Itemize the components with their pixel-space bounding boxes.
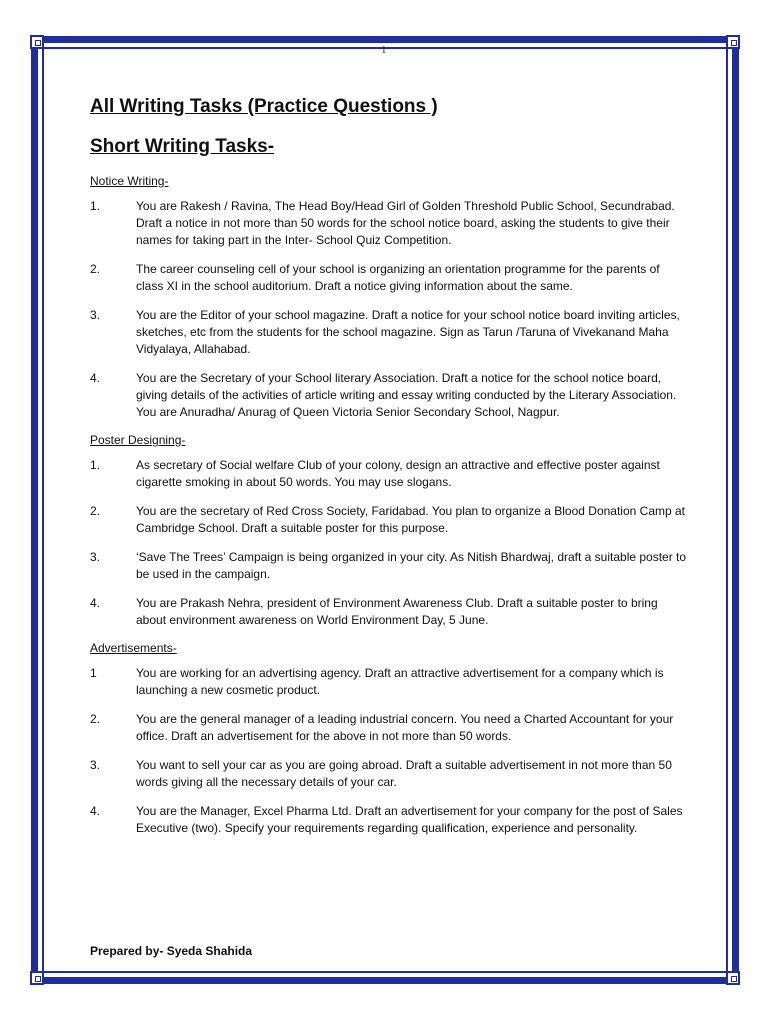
item-number: 4. xyxy=(90,371,101,385)
list-item xyxy=(90,803,690,837)
item-text: You are the secretary of Red Cross Society, Faridabad. You plan to organize a Blood Donation Camp at Cambridge School. Draft a suitable poster for this purpose. xyxy=(136,504,685,535)
item-text: The career counseling cell of your school is organizing an orientation programme for the parents of class XI in the school auditorium. Draft a notice giving information about the same. xyxy=(136,262,660,293)
border-corner-bottom-left xyxy=(30,971,44,985)
list-item xyxy=(90,370,690,421)
list-item xyxy=(90,261,690,295)
item-number: 3. xyxy=(90,308,101,322)
section-heading: Poster Designing- xyxy=(90,433,186,447)
section-heading: Advertisements- xyxy=(90,641,177,655)
list-item xyxy=(90,198,690,249)
list-item xyxy=(90,757,690,791)
list-item xyxy=(90,595,690,629)
border-corner-top-right xyxy=(726,35,740,49)
item-number: 1. xyxy=(90,458,101,472)
border-corner-top-left xyxy=(30,35,44,49)
item-text: You are working for an advertising agency. Draft an attractive advertisement for a company which is launching a new cosmetic product. xyxy=(136,666,664,697)
item-text: You are the Secretary of your School literary Association. Draft a notice for the school notice board, giving details of the activities of article writing and essay writing conducted by the Literary Association. You are Anuradha/ Anurag of Queen Victoria Senior Secondary School, Nagpur. xyxy=(136,371,677,419)
item-text: You are Prakash Nehra, president of Environment Awareness Club. Draft a suitable poster to bring about environment awareness on World Environment Day, 5 June. xyxy=(136,596,658,627)
item-number: 4. xyxy=(90,596,101,610)
item-text: You are the Editor of your school magazine. Draft a notice for your school notice board inviting articles, sketches, etc from the students for the school magazine. Sign as Tarun /Taruna of Vivekanand Maha Vidyalaya, Allahabad. xyxy=(136,308,680,356)
item-text: As secretary of Social welfare Club of your colony, design an attractive and effective poster against cigarette smoking in about 50 words. You may use slogans. xyxy=(136,458,660,489)
section-advertisements xyxy=(90,641,690,837)
item-number: 4. xyxy=(90,804,101,818)
item-number: 1 xyxy=(90,666,97,680)
list-item xyxy=(90,549,690,583)
section-heading: Notice Writing- xyxy=(90,174,169,188)
item-text: You are the general manager of a leading industrial concern. You need a Charted Accountant for your office. Draft an advertisement for the above in not more than 50 words. xyxy=(136,712,674,743)
item-number: 1. xyxy=(90,199,101,213)
item-text: You want to sell your car as you are going abroad. Draft a suitable advertisement in not more than 50 words giving all the necessary details of your car. xyxy=(136,758,672,789)
document-title: All Writing Tasks (Practice Questions ) xyxy=(90,96,438,117)
item-text: You are the Manager, Excel Pharma Ltd. Draft an advertisement for your company for the post of Sales Executive (two). Specify your requirements regarding qualification, experience and personality. xyxy=(136,804,683,835)
list-item xyxy=(90,457,690,491)
item-number: 2. xyxy=(90,712,101,726)
section-poster-designing xyxy=(90,433,690,629)
item-text: You are Rakesh / Ravina, The Head Boy/Head Girl of Golden Threshold Public School, Secundrabad. Draft a notice in not more than 50 words for the school notice board, asking the students to give their names for taking part in the Inter- School Quiz Competition. xyxy=(136,199,675,247)
list-item xyxy=(90,711,690,745)
list-item xyxy=(90,307,690,358)
section-notice-writing xyxy=(90,174,690,421)
list-item xyxy=(90,665,690,699)
prepared-by-footer: Prepared by- Syeda Shahida xyxy=(90,944,253,958)
item-text: ‘Save The Trees’ Campaign is being organized in your city. As Nitish Bhardwaj, draft a suitable poster to be used in the campaign. xyxy=(136,550,687,581)
page-number: 1 xyxy=(381,44,387,56)
list-item xyxy=(90,503,690,537)
document-body xyxy=(90,92,690,849)
border-corner-bottom-right xyxy=(726,971,740,985)
item-number: 3. xyxy=(90,758,101,772)
item-number: 2. xyxy=(90,504,101,518)
item-number: 3. xyxy=(90,550,101,564)
item-number: 2. xyxy=(90,262,101,276)
document-subtitle: Short Writing Tasks- xyxy=(90,136,275,157)
